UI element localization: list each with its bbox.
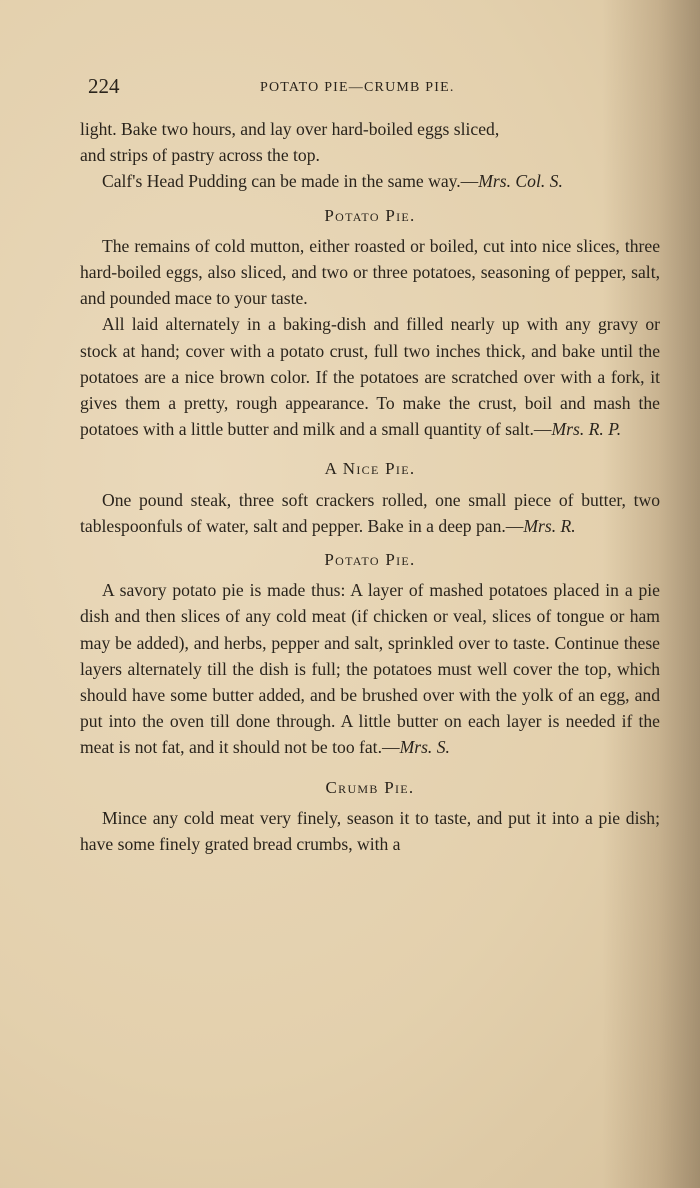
recipe-heading: A Nice Pie.	[324, 459, 416, 479]
attribution: Mrs. Col. S.	[478, 171, 563, 192]
paragraph-text: A savory potato pie is made thus: A layer of mashed potatoes placed in a pie dish and then slices of any cold meat (if chicken or veal, slices of tongue or ham may be added), and herbs, pepper and salt, sprinkled over to taste. Continue these layers alternately till the dish is full; the potatoes must well cover the top, which should have some butter added, and be brushed over with the yolk of an egg, and put into the oven till done through. A little butter on each layer is needed if the meat is not fat, and it should not be too fat.—	[80, 580, 660, 758]
recipe-heading: Potato Pie.	[324, 205, 416, 225]
paragraph	[80, 168, 660, 194]
paragraph	[80, 577, 660, 760]
page-number: 224	[88, 74, 120, 98]
paragraph: Mince any cold meat very finely, season it to taste, and put it into a pie dish; have some finely grated bread crumbs, with a	[80, 807, 660, 855]
recipe-heading: Potato Pie.	[324, 550, 416, 570]
paragraph: The remains of cold mutton, either roasted or boiled, cut into nice slices, three hard-boiled eggs, also sliced, and two or three potatoes, seasoning of pepper, salt, and pounded mace to your taste.	[80, 235, 660, 309]
paragraph-line: light. Bake two hours, and lay over hard-boiled eggs sliced,	[80, 119, 500, 139]
page-header	[88, 74, 648, 104]
running-head: POTATO PIE—CRUMB PIE.	[260, 80, 455, 95]
recipe-heading: Crumb Pie.	[325, 777, 415, 797]
attribution: Mrs. R.	[523, 515, 576, 536]
paragraph-text: Calf's Head Pudding can be made in the same way.—	[102, 171, 479, 192]
paragraph-line: and strips of pastry across the top.	[80, 145, 320, 166]
page-body	[80, 116, 660, 857]
paragraph-text: One pound steak, three soft crackers rolled, one small piece of butter, two tablespoonfuls of water, salt and pepper. Bake in a deep pan.—	[80, 489, 660, 536]
attribution: Mrs. R. P.	[551, 419, 622, 440]
continued-paragraph	[80, 116, 660, 168]
paragraph-text: All laid alternately in a baking-dish and filled nearly up with any gravy or stock at hand; cover with a potato crust, full two inches thick, and bake until the potatoes are a nice brown color. If the potatoes are scratched over with a fork, it gives them a pretty, rough appearance. To make the crust, boil and mash the potatoes with a little butter and milk and a small quantity of salt.—	[80, 314, 660, 440]
paragraph	[80, 311, 660, 442]
attribution: Mrs. S.	[399, 737, 450, 758]
paragraph	[80, 487, 660, 539]
